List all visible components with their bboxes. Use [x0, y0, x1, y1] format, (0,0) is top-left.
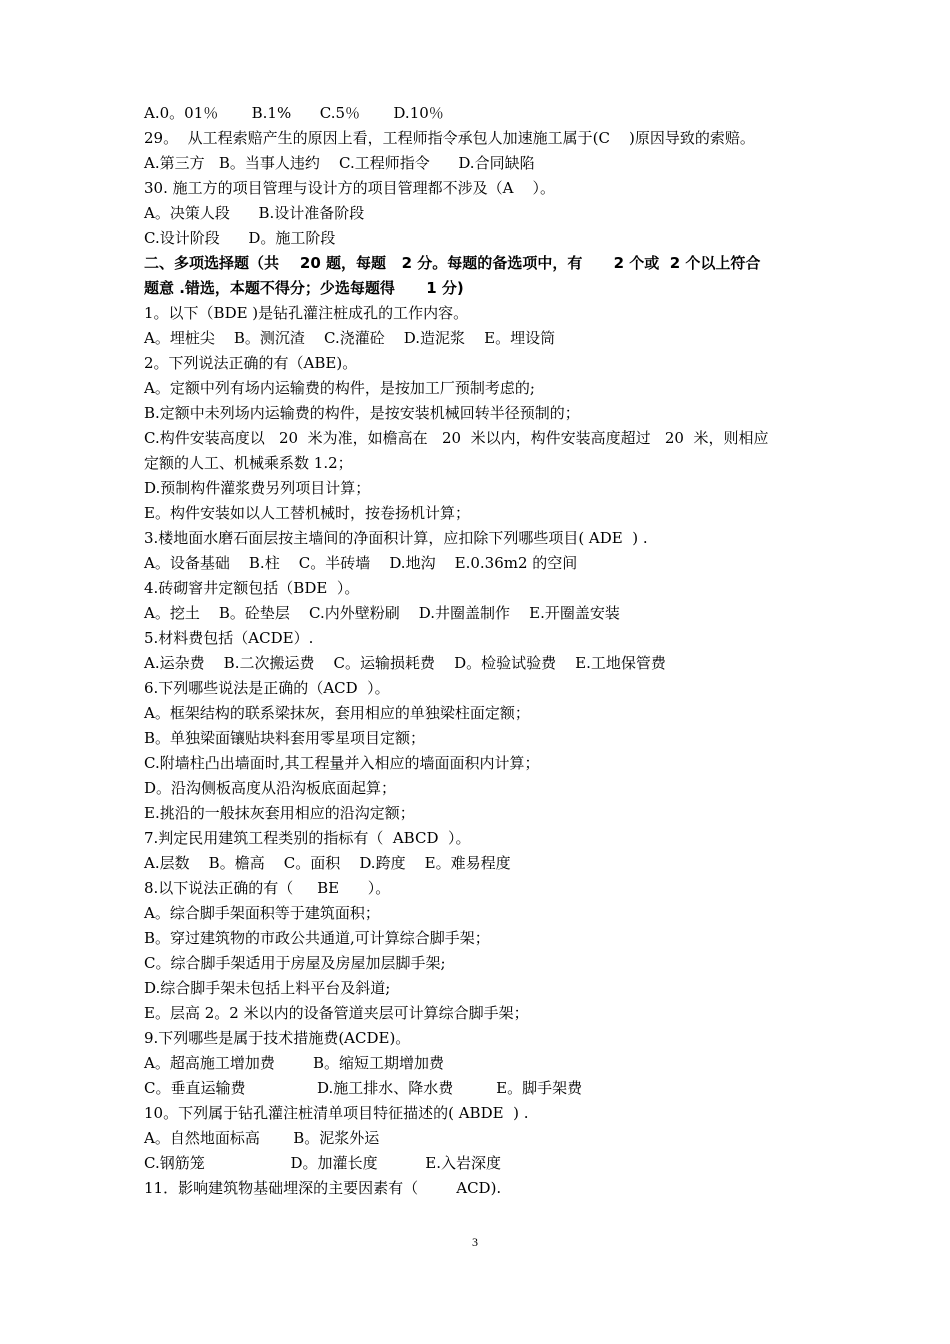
page-number: 3: [472, 1235, 478, 1249]
text-line: C.附墙柱凸出墙面时,其工程量并入相应的墙面面积内计算；: [144, 754, 540, 772]
text-line: 30. 施工方的项目管理与设计方的项目管理都不涉及（A ）。: [144, 179, 556, 197]
text-line: D.综合脚手架未包括上料平台及斜道;: [144, 979, 391, 997]
text-line: A。框架结构的联系梁抹灰，套用相应的单独梁柱面定额；: [144, 704, 530, 722]
text-line: A。挖土 B。砼垫层 C.内外壁粉刷 D.井圈盖制作 E.开圈盖安装: [144, 604, 620, 622]
text-line: 1。以下（BDE )是钻孔灌注桩成孔的工作内容。: [144, 304, 469, 322]
text-line: B。单独梁面镶贴块料套用零星项目定额；: [144, 729, 426, 747]
text-line: D.预制构件灌浆费另列项目计算；: [144, 479, 371, 497]
text-line: C.钢筋笼 D。加灌长度 E.入岩深度: [144, 1154, 501, 1172]
text-line: A。定额中列有场内运输费的构件，是按加工厂预制考虑的;: [144, 379, 535, 397]
text-line: C.构件安装高度以 20 米为准，如檐高在 20 米以内，构件安装高度超过 20 米，则相应: [144, 429, 769, 447]
text-line: E.挑沿的一般抹灰套用相应的沿沟定额；: [144, 804, 415, 822]
text-line: A。超高施工增加费 B。缩短工期增加费: [144, 1054, 445, 1072]
text-line: 10。下列属于钻孔灌注桩清单项目特征描述的( ABDE ) .: [144, 1104, 529, 1122]
text-line: 8.以下说法正确的有（ BE ）。: [144, 879, 391, 897]
text-line: A。设备基础 B.柱 C。半砖墙 D.地沟 E.0.36m2 的空间: [144, 554, 578, 572]
page-content: [144, 101, 814, 1201]
text-line: A。决策人段 B.设计准备阶段: [144, 204, 365, 222]
section-heading-line: 题意 .错选，本题不得分；少选每题得 1 分): [144, 279, 464, 297]
text-line: 5.材料费包括（ACDE）.: [144, 629, 314, 647]
text-line: E。构件安装如以人工替机械时，按卷扬机计算；: [144, 504, 470, 522]
text-line: A.第三方 B。当事人违约 C.工程师指令 D.合同缺陷: [144, 154, 535, 172]
text-line: E。层高 2。2 米以内的设备管道夹层可计算综合脚手架；: [144, 1004, 529, 1022]
text-line: 4.砖砌窨井定额包括（BDE ）。: [144, 579, 360, 597]
text-line: C.设计阶段 D。施工阶段: [144, 229, 336, 247]
text-line: 11．影响建筑物基础埋深的主要因素有（ ACD).: [144, 1179, 502, 1197]
text-line: C。综合脚手架适用于房屋及房屋加层脚手架;: [144, 954, 446, 972]
section-heading-line: 二、多项选择题（共 20 题，每题 2 分。每题的备选项中，有 2 个或 2 个以上符合: [144, 254, 761, 272]
text-line: B.定额中未列场内运输费的构件，是按安装机械回转半径预制的；: [144, 404, 580, 422]
text-line: B。穿过建筑物的市政公共通道,可计算综合脚手架；: [144, 929, 490, 947]
text-line: 3.楼地面水磨石面层按主墙间的净面积计算，应扣除下列哪些项目( ADE ) .: [144, 529, 648, 547]
text-line: A.层数 B。檐高 C。面积 D.跨度 E。难易程度: [144, 854, 511, 872]
text-line: A。自然地面标高 B。泥浆外运: [144, 1129, 380, 1147]
text-line: D。沿沟侧板高度从沿沟板底面起算；: [144, 779, 397, 797]
text-line: A.运杂费 B.二次搬运费 C。运输损耗费 D。检验试验费 E.工地保管费: [144, 654, 666, 672]
text-line: 2。下列说法正确的有（ABE)。: [144, 354, 358, 372]
text-line: 定额的人工、机械乘系数 1.2；: [144, 454, 353, 472]
text-line: A。埋桩尖 B。测沉渣 C.浇灌砼 D.造泥浆 E。埋设筒: [144, 329, 556, 347]
text-line: 6.下列哪些说法是正确的（ACD ）。: [144, 679, 390, 697]
text-line: 29。 从工程索赔产生的原因上看，工程师指令承包人加速施工属于(C )原因导致的索赔。: [144, 129, 755, 147]
text-line: C。垂直运输费 D.施工排水、降水费 E。脚手架费: [144, 1079, 583, 1097]
text-line: 9.下列哪些是属于技术措施费(ACDE)。: [144, 1029, 411, 1047]
text-line: A。综合脚手架面积等于建筑面积；: [144, 904, 380, 922]
text-line: 7.判定民用建筑工程类别的指标有（ ABCD ）。: [144, 829, 471, 847]
text-line: A.0。01％ B.1% C.5％ D.10％: [144, 104, 444, 122]
